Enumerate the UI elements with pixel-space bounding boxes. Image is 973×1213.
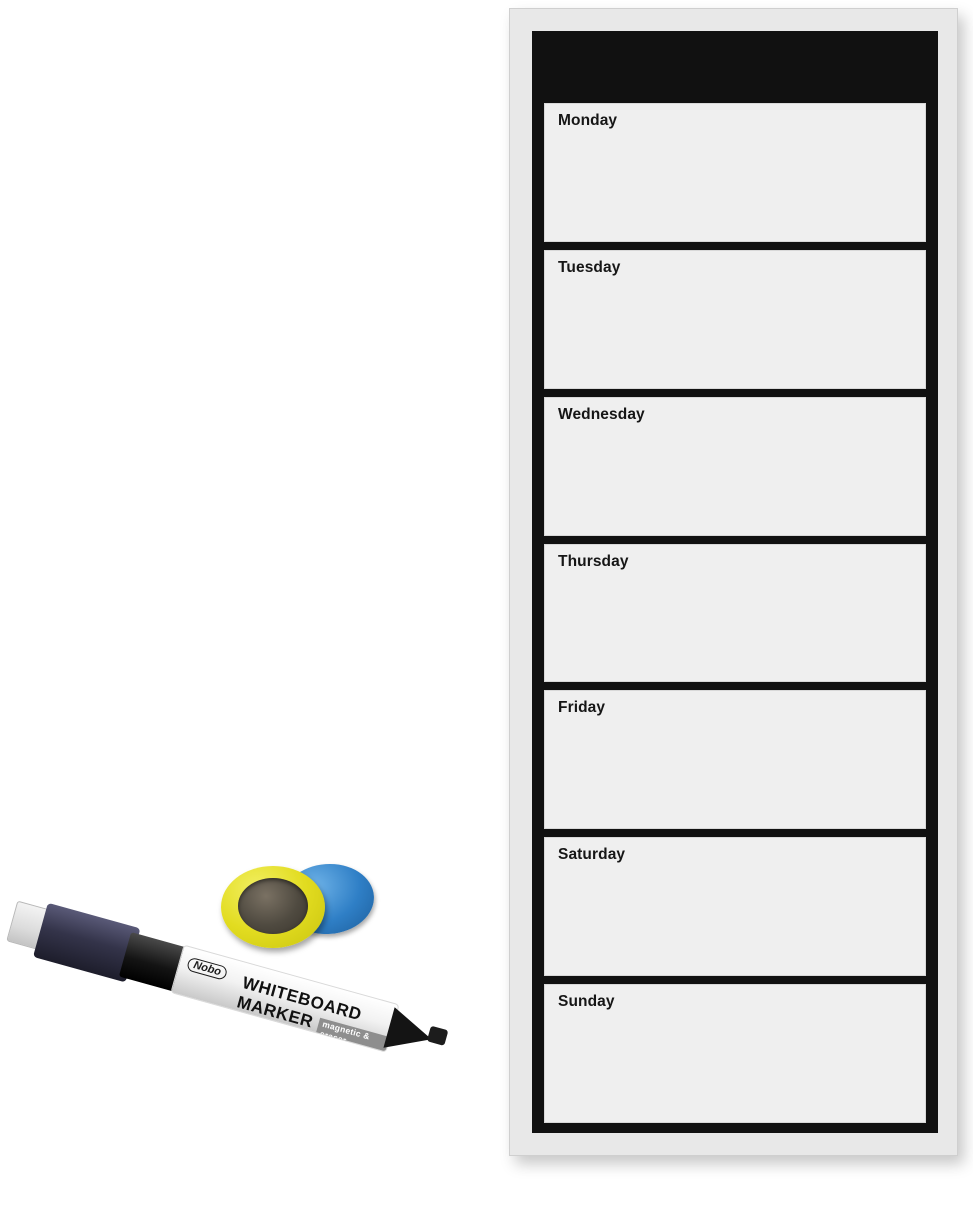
day-label-friday: Friday bbox=[558, 699, 606, 717]
weekly-planner-board bbox=[509, 8, 958, 1156]
day-label-sunday: Sunday bbox=[558, 993, 615, 1011]
write-area-monday[interactable] bbox=[558, 129, 925, 233]
planner-board-surface bbox=[532, 31, 938, 1133]
whiteboard-marker bbox=[0, 895, 472, 1213]
write-area-sunday[interactable] bbox=[558, 1010, 925, 1114]
planner-header bbox=[532, 31, 938, 103]
write-area-wednesday[interactable] bbox=[558, 422, 925, 526]
planner-day-rows bbox=[544, 103, 926, 1123]
write-area-saturday[interactable] bbox=[558, 863, 925, 967]
day-label-tuesday: Tuesday bbox=[558, 258, 621, 276]
planner-row-thursday[interactable] bbox=[544, 544, 926, 683]
planner-row-friday[interactable] bbox=[544, 690, 926, 829]
planner-row-tuesday[interactable] bbox=[544, 250, 926, 389]
accessories-group bbox=[0, 840, 500, 1140]
marker-sub-text: magnetic & eraser bbox=[315, 1018, 390, 1053]
planner-row-saturday[interactable] bbox=[544, 837, 926, 976]
marker-body bbox=[170, 945, 399, 1053]
write-area-tuesday[interactable] bbox=[558, 275, 925, 379]
day-label-thursday: Thursday bbox=[558, 552, 629, 570]
yellow-magnet bbox=[221, 866, 325, 948]
planner-row-wednesday[interactable] bbox=[544, 397, 926, 536]
day-label-monday: Monday bbox=[558, 112, 618, 129]
write-area-thursday[interactable] bbox=[558, 569, 925, 673]
marker-body-text: WHITEBOARD MARKER bbox=[234, 973, 396, 1053]
marker-brand-label: Nobo bbox=[186, 957, 228, 981]
planner-row-sunday[interactable] bbox=[544, 984, 926, 1123]
day-label-wednesday: Wednesday bbox=[558, 405, 645, 423]
planner-row-monday[interactable] bbox=[544, 103, 926, 242]
write-area-friday[interactable] bbox=[558, 716, 925, 820]
yellow-magnet-core bbox=[238, 878, 308, 934]
day-label-saturday: Saturday bbox=[558, 846, 626, 864]
